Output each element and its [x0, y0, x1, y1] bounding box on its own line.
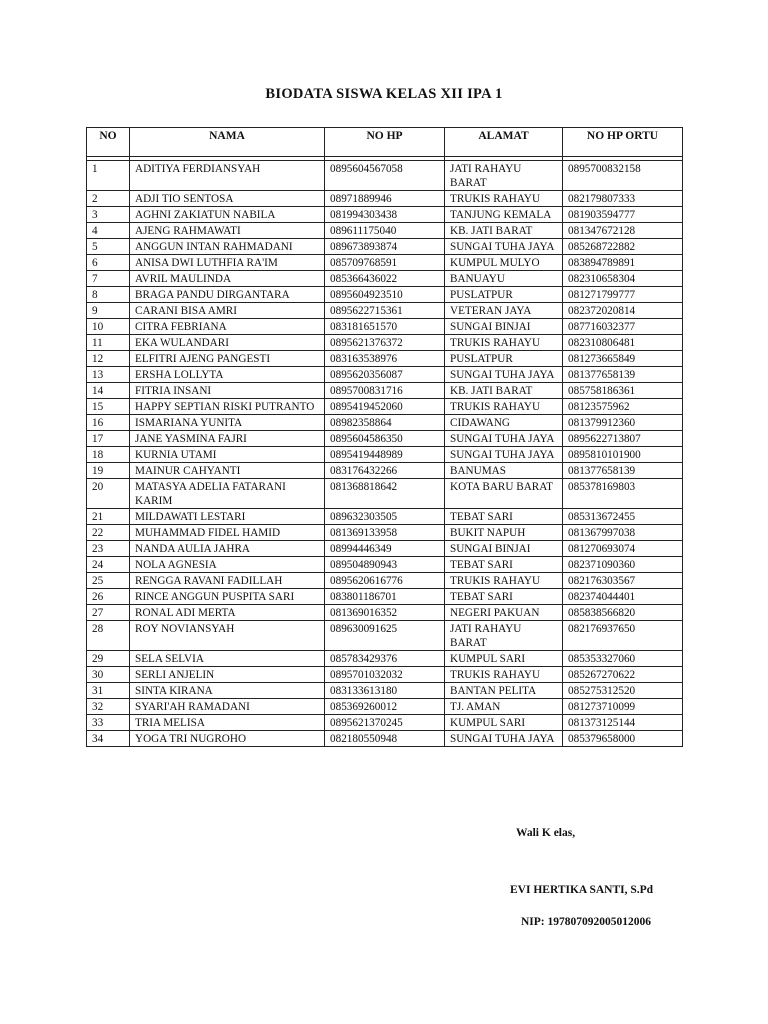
table-row	[87, 683, 683, 699]
cell-no: 29	[87, 651, 130, 667]
table-row	[87, 383, 683, 399]
cell-no-hp: 089673893874	[325, 239, 445, 255]
cell-no: 34	[87, 731, 130, 747]
cell-no-hp: 0895604567058	[325, 161, 445, 191]
signature-name: EVI HERTIKA SANTI, S.Pd	[510, 884, 654, 896]
table-row	[87, 447, 683, 463]
cell-alamat: KUMPUL MULYO	[445, 255, 563, 271]
cell-no: 10	[87, 319, 130, 335]
cell-no-hp-ortu: 081377658139	[563, 463, 683, 479]
cell-alamat: TRUKIS RAHAYU	[445, 335, 563, 351]
cell-no-hp-ortu: 085275312520	[563, 683, 683, 699]
cell-nama: AVRIL MAULINDA	[130, 271, 325, 287]
cell-nama: SYARI'AH RAMADANI	[130, 699, 325, 715]
cell-alamat: JATI RAHAYU BARAT	[445, 161, 563, 191]
cell-no-hp: 0895604586350	[325, 431, 445, 447]
cell-nama: SERLI ANJELIN	[130, 667, 325, 683]
cell-alamat: KB. JATI BARAT	[445, 223, 563, 239]
cell-no-hp-ortu: 083894789891	[563, 255, 683, 271]
cell-no-hp: 085783429376	[325, 651, 445, 667]
cell-alamat: TJ. AMAN	[445, 699, 563, 715]
cell-no-hp-ortu: 085268722882	[563, 239, 683, 255]
cell-nama: AGHNI ZAKIATUN NABILA	[130, 207, 325, 223]
table-row	[87, 431, 683, 447]
table-row	[87, 667, 683, 683]
cell-alamat: CIDAWANG	[445, 415, 563, 431]
cell-no: 20	[87, 479, 130, 509]
cell-no: 5	[87, 239, 130, 255]
cell-no: 3	[87, 207, 130, 223]
cell-nama: ROY NOVIANSYAH	[130, 621, 325, 651]
cell-nama: ANGGUN INTAN RAHMADANI	[130, 239, 325, 255]
cell-nama: HAPPY SEPTIAN RISKI PUTRANTO	[130, 399, 325, 415]
cell-no: 11	[87, 335, 130, 351]
cell-no-hp-ortu: 082310658304	[563, 271, 683, 287]
cell-no: 1	[87, 161, 130, 191]
cell-no: 2	[87, 191, 130, 207]
cell-no-hp: 083133613180	[325, 683, 445, 699]
cell-no-hp-ortu: 081379912360	[563, 415, 683, 431]
cell-no: 28	[87, 621, 130, 651]
table-row	[87, 589, 683, 605]
header-alamat: ALAMAT	[445, 128, 563, 157]
table-row	[87, 715, 683, 731]
table-row	[87, 415, 683, 431]
cell-nama: MATASYA ADELIA FATARANI KARIM	[130, 479, 325, 509]
header-no-hp-ortu: NO HP ORTU	[563, 128, 683, 157]
cell-no-hp-ortu: 087716032377	[563, 319, 683, 335]
cell-alamat: JATI RAHAYU BARAT	[445, 621, 563, 651]
cell-no-hp-ortu: 082374044401	[563, 589, 683, 605]
cell-no: 17	[87, 431, 130, 447]
cell-alamat: SUNGAI TUHA JAYA	[445, 731, 563, 747]
table-row	[87, 319, 683, 335]
cell-no-hp-ortu: 081273710099	[563, 699, 683, 715]
cell-no-hp: 0895419452060	[325, 399, 445, 415]
cell-no: 19	[87, 463, 130, 479]
table-row	[87, 541, 683, 557]
cell-alamat: SUNGAI TUHA JAYA	[445, 239, 563, 255]
cell-no-hp-ortu: 0895700832158	[563, 161, 683, 191]
cell-no-hp-ortu: 085379658000	[563, 731, 683, 747]
table-body	[87, 157, 683, 747]
cell-no-hp: 081994303438	[325, 207, 445, 223]
cell-no: 25	[87, 573, 130, 589]
cell-no-hp-ortu: 082176937650	[563, 621, 683, 651]
cell-no-hp: 083176432266	[325, 463, 445, 479]
cell-alamat: TEBAT SARI	[445, 557, 563, 573]
table-row	[87, 399, 683, 415]
cell-no: 23	[87, 541, 130, 557]
cell-no-hp: 0895604923510	[325, 287, 445, 303]
cell-alamat: TANJUNG KEMALA	[445, 207, 563, 223]
table-row	[87, 351, 683, 367]
signature-role: Wali K elas,	[516, 827, 576, 839]
table-row	[87, 605, 683, 621]
document-title: BIODATA SISWA KELAS XII IPA 1	[265, 86, 503, 102]
cell-no-hp-ortu: 081367997038	[563, 525, 683, 541]
cell-nama: CARANI BISA AMRI	[130, 303, 325, 319]
cell-nama: MILDAWATI LESTARI	[130, 509, 325, 525]
table-row	[87, 463, 683, 479]
table-row	[87, 699, 683, 715]
cell-no-hp-ortu: 085758186361	[563, 383, 683, 399]
cell-no: 6	[87, 255, 130, 271]
cell-nama: RENGGA RAVANI FADILLAH	[130, 573, 325, 589]
table-row	[87, 367, 683, 383]
cell-nama: KURNIA UTAMI	[130, 447, 325, 463]
cell-no: 7	[87, 271, 130, 287]
cell-no-hp: 08994446349	[325, 541, 445, 557]
cell-nama: EKA WULANDARI	[130, 335, 325, 351]
cell-nama: RONAL ADI MERTA	[130, 605, 325, 621]
cell-alamat: KOTA BARU BARAT	[445, 479, 563, 509]
cell-no-hp-ortu: 082179807333	[563, 191, 683, 207]
cell-alamat: PUSLATPUR	[445, 287, 563, 303]
cell-alamat: TRUKIS RAHAYU	[445, 399, 563, 415]
cell-no: 24	[87, 557, 130, 573]
cell-nama: JANE YASMINA FAJRI	[130, 431, 325, 447]
cell-no-hp-ortu: 085838566820	[563, 605, 683, 621]
table-row	[87, 731, 683, 747]
cell-no: 22	[87, 525, 130, 541]
cell-nama: FITRIA INSANI	[130, 383, 325, 399]
cell-no: 18	[87, 447, 130, 463]
cell-no-hp-ortu: 082371090360	[563, 557, 683, 573]
cell-no-hp-ortu: 085313672455	[563, 509, 683, 525]
cell-no-hp-ortu: 081373125144	[563, 715, 683, 731]
cell-alamat: SUNGAI TUHA JAYA	[445, 431, 563, 447]
cell-nama: AJENG RAHMAWATI	[130, 223, 325, 239]
cell-alamat: TEBAT SARI	[445, 509, 563, 525]
cell-no: 31	[87, 683, 130, 699]
cell-nama: ADITIYA FERDIANSYAH	[130, 161, 325, 191]
cell-no-hp-ortu: 082310806481	[563, 335, 683, 351]
cell-nama: TRIA MELISA	[130, 715, 325, 731]
cell-no-hp: 0895701032032	[325, 667, 445, 683]
header-nama: NAMA	[130, 128, 325, 157]
table-row	[87, 479, 683, 509]
cell-alamat: NEGERI PAKUAN	[445, 605, 563, 621]
cell-alamat: BUKIT NAPUH	[445, 525, 563, 541]
cell-alamat: KUMPUL SARI	[445, 715, 563, 731]
cell-no-hp: 085366436022	[325, 271, 445, 287]
cell-no: 15	[87, 399, 130, 415]
table-row	[87, 621, 683, 651]
cell-alamat: TRUKIS RAHAYU	[445, 667, 563, 683]
cell-no: 30	[87, 667, 130, 683]
cell-no-hp-ortu: 0895622713807	[563, 431, 683, 447]
cell-no: 12	[87, 351, 130, 367]
cell-no: 13	[87, 367, 130, 383]
cell-alamat: SUNGAI BINJAI	[445, 319, 563, 335]
cell-alamat: BANUMAS	[445, 463, 563, 479]
cell-no-hp: 08971889946	[325, 191, 445, 207]
table-header-row	[87, 128, 683, 157]
cell-no-hp-ortu: 081271799777	[563, 287, 683, 303]
table-row	[87, 303, 683, 319]
cell-no-hp: 085369260012	[325, 699, 445, 715]
cell-no: 14	[87, 383, 130, 399]
cell-no-hp: 081369016352	[325, 605, 445, 621]
cell-nama: NANDA AULIA JAHRA	[130, 541, 325, 557]
cell-nama: BRAGA PANDU DIRGANTARA	[130, 287, 325, 303]
cell-no-hp-ortu: 081903594777	[563, 207, 683, 223]
cell-no-hp-ortu: 081347672128	[563, 223, 683, 239]
cell-no-hp: 089632303505	[325, 509, 445, 525]
cell-nama: ELFITRI AJENG PANGESTI	[130, 351, 325, 367]
cell-no-hp-ortu: 082176303567	[563, 573, 683, 589]
cell-no: 16	[87, 415, 130, 431]
table-row	[87, 525, 683, 541]
cell-alamat: SUNGAI TUHA JAYA	[445, 447, 563, 463]
cell-nama: MUHAMMAD FIDEL HAMID	[130, 525, 325, 541]
cell-no-hp-ortu: 085353327060	[563, 651, 683, 667]
table-row	[87, 573, 683, 589]
cell-nama: YOGA TRI NUGROHO	[130, 731, 325, 747]
cell-alamat: SUNGAI BINJAI	[445, 541, 563, 557]
table-row	[87, 557, 683, 573]
cell-no-hp: 089630091625	[325, 621, 445, 651]
table-row	[87, 161, 683, 191]
cell-nama: RINCE ANGGUN PUSPITA SARI	[130, 589, 325, 605]
cell-nama: MAINUR CAHYANTI	[130, 463, 325, 479]
cell-no: 32	[87, 699, 130, 715]
cell-no-hp: 0895621370245	[325, 715, 445, 731]
cell-nama: ANISA DWI LUTHFIA RA'IM	[130, 255, 325, 271]
cell-alamat: PUSLATPUR	[445, 351, 563, 367]
cell-nama: ERSHA LOLLYTA	[130, 367, 325, 383]
cell-no-hp: 081369133958	[325, 525, 445, 541]
cell-no-hp-ortu: 081270693074	[563, 541, 683, 557]
cell-no-hp-ortu: 085378169803	[563, 479, 683, 509]
table-row	[87, 271, 683, 287]
cell-no: 9	[87, 303, 130, 319]
cell-alamat: SUNGAI TUHA JAYA	[445, 367, 563, 383]
cell-no-hp: 083181651570	[325, 319, 445, 335]
cell-no-hp: 0895700831716	[325, 383, 445, 399]
cell-alamat: KUMPUL SARI	[445, 651, 563, 667]
cell-alamat: BANTAN PELITA	[445, 683, 563, 699]
cell-nama: SINTA KIRANA	[130, 683, 325, 699]
student-table	[86, 127, 683, 747]
cell-no: 4	[87, 223, 130, 239]
cell-nama: ISMARIANA YUNITA	[130, 415, 325, 431]
table-row	[87, 509, 683, 525]
cell-nama: NOLA AGNESIA	[130, 557, 325, 573]
cell-alamat: TRUKIS RAHAYU	[445, 573, 563, 589]
cell-no-hp: 089504890943	[325, 557, 445, 573]
cell-no-hp-ortu: 08123575962	[563, 399, 683, 415]
cell-no-hp-ortu: 082372020814	[563, 303, 683, 319]
cell-no-hp: 0895419448989	[325, 447, 445, 463]
cell-no: 8	[87, 287, 130, 303]
header-no: NO	[87, 128, 130, 157]
cell-no-hp: 0895621376372	[325, 335, 445, 351]
table-row	[87, 191, 683, 207]
cell-no-hp: 0895620356087	[325, 367, 445, 383]
cell-no-hp: 089611175040	[325, 223, 445, 239]
cell-alamat: BANUAYU	[445, 271, 563, 287]
cell-no-hp: 0895622715361	[325, 303, 445, 319]
table-row	[87, 287, 683, 303]
cell-no-hp: 082180550948	[325, 731, 445, 747]
cell-no: 27	[87, 605, 130, 621]
cell-alamat: TRUKIS RAHAYU	[445, 191, 563, 207]
cell-no-hp: 083163538976	[325, 351, 445, 367]
table-row	[87, 255, 683, 271]
cell-alamat: VETERAN JAYA	[445, 303, 563, 319]
cell-no: 33	[87, 715, 130, 731]
table-row	[87, 223, 683, 239]
cell-no-hp-ortu: 0895810101900	[563, 447, 683, 463]
table-row	[87, 207, 683, 223]
cell-nama: ADJI TIO SENTOSA	[130, 191, 325, 207]
cell-no-hp: 08982358864	[325, 415, 445, 431]
cell-nama: SELA SELVIA	[130, 651, 325, 667]
cell-nama: CITRA FEBRIANA	[130, 319, 325, 335]
cell-no-hp-ortu: 081377658139	[563, 367, 683, 383]
cell-no-hp: 081368818642	[325, 479, 445, 509]
cell-no-hp: 083801186701	[325, 589, 445, 605]
cell-no: 21	[87, 509, 130, 525]
cell-no-hp: 085709768591	[325, 255, 445, 271]
table-row	[87, 651, 683, 667]
header-no-hp: NO HP	[325, 128, 445, 157]
signature-nip: NIP: 197807092005012006	[521, 916, 652, 928]
table-row	[87, 335, 683, 351]
cell-no-hp: 0895620616776	[325, 573, 445, 589]
cell-alamat: KB. JATI BARAT	[445, 383, 563, 399]
cell-no: 26	[87, 589, 130, 605]
cell-no-hp-ortu: 085267270622	[563, 667, 683, 683]
cell-no-hp-ortu: 081273665849	[563, 351, 683, 367]
table-row	[87, 239, 683, 255]
cell-alamat: TEBAT SARI	[445, 589, 563, 605]
